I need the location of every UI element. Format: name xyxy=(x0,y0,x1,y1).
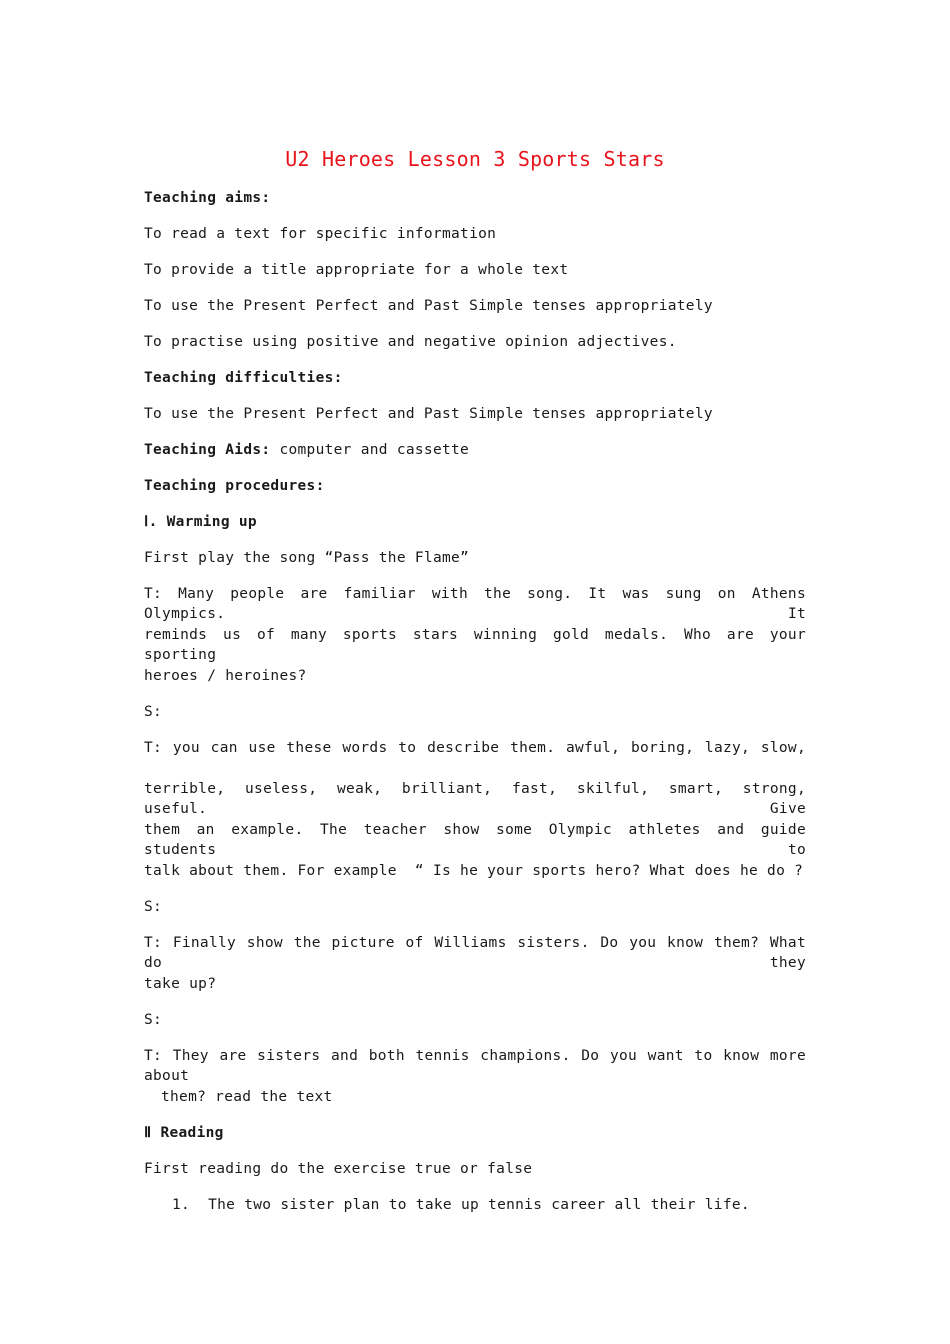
teaching-aids-label: Teaching Aids: xyxy=(144,442,271,458)
teacher-line-1b: reminds us of many sports stars winning gold medals. Who are your sporting xyxy=(144,627,806,663)
teacher-line-3b: take up? xyxy=(144,976,217,992)
student-line-3: S: xyxy=(144,1012,163,1028)
teacher-line-1a: T: Many people are familiar with the song. It was sung on Athens Olympics. It xyxy=(144,586,806,622)
student-line-1: S: xyxy=(144,704,163,720)
warming-up-heading: Ⅰ. Warming up xyxy=(144,514,257,530)
aim-item-2: To provide a title appropriate for a whole text xyxy=(144,262,569,278)
teacher-line-3a: T: Finally show the picture of Williams sisters. Do you know them? What do they xyxy=(144,935,806,971)
teacher-line-2a: T: you can use these words to describe them. awful, boring, lazy, slow, xyxy=(144,740,806,756)
aim-item-1: To read a text for specific information xyxy=(144,226,497,242)
teaching-aids-line xyxy=(144,440,469,460)
teaching-difficulties-heading: Teaching difficulties: xyxy=(144,370,343,386)
aim-item-4: To practise using positive and negative opinion adjectives. xyxy=(144,334,677,350)
teacher-line-2c: them an example. The teacher show some Olympic athletes and guide students to xyxy=(144,822,806,858)
reading-heading: Ⅱ Reading xyxy=(144,1125,224,1141)
teaching-aids-text: computer and cassette xyxy=(270,442,470,458)
teacher-line-4a: T: They are sisters and both tennis champions. Do you want to know more about xyxy=(144,1048,806,1084)
teacher-line-1c: heroes / heroines? xyxy=(144,668,307,684)
reading-item-1: 1. The two sister plan to take up tennis career all their life. xyxy=(172,1197,750,1213)
aim-item-3: To use the Present Perfect and Past Simple tenses appropriately xyxy=(144,298,713,314)
student-line-2: S: xyxy=(144,899,163,915)
teaching-procedures-heading: Teaching procedures: xyxy=(144,478,325,494)
teaching-difficulties-text: To use the Present Perfect and Past Simple tenses appropriately xyxy=(144,406,713,422)
warming-up-intro: First play the song “Pass the Flame” xyxy=(144,550,470,566)
teacher-line-2d: talk about them. For example “ Is he your sports hero? What does he do ? xyxy=(144,863,804,879)
reading-intro: First reading do the exercise true or false xyxy=(144,1161,533,1177)
page-title: U2 Heroes Lesson 3 Sports Stars xyxy=(285,147,665,171)
teaching-aims-heading: Teaching aims: xyxy=(144,190,271,206)
teacher-line-4b: them? read the text xyxy=(161,1089,333,1105)
teacher-line-2b: terrible, useless, weak, brilliant, fast, skilful, smart, strong, useful. Give xyxy=(144,781,806,817)
